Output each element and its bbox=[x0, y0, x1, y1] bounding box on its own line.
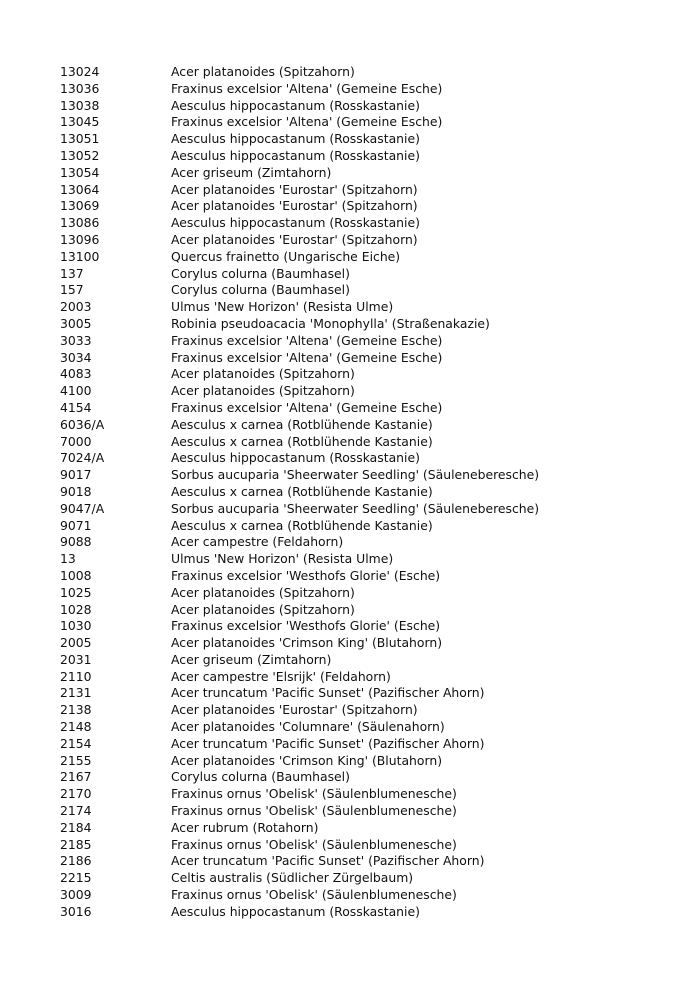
tree-id: 7024/A bbox=[60, 450, 105, 466]
tree-species: Corylus colurna (Baumhasel) bbox=[171, 265, 350, 281]
table-row bbox=[60, 467, 680, 484]
tree-species: Acer platanoides 'Columnare' (Säulenahorn) bbox=[171, 719, 445, 735]
tree-species: Acer rubrum (Rotahorn) bbox=[171, 819, 319, 835]
table-row bbox=[60, 652, 680, 669]
tree-id: 2185 bbox=[60, 836, 92, 852]
tree-id: 13045 bbox=[60, 114, 100, 130]
table-row bbox=[60, 602, 680, 619]
tree-species: Corylus colurna (Baumhasel) bbox=[171, 769, 350, 785]
table-row bbox=[60, 232, 680, 249]
tree-species: Acer platanoides 'Eurostar' (Spitzahorn) bbox=[171, 702, 418, 718]
tree-id: 9018 bbox=[60, 483, 92, 499]
tree-id: 2005 bbox=[60, 635, 92, 651]
table-row bbox=[60, 685, 680, 702]
tree-species: Aesculus x carnea (Rotblühende Kastanie) bbox=[171, 433, 433, 449]
tree-id: 4083 bbox=[60, 366, 92, 382]
table-row bbox=[60, 81, 680, 98]
tree-id: 13024 bbox=[60, 64, 100, 79]
tree-species: Sorbus aucuparia 'Sheerwater Seedling' (Säuleneberesche) bbox=[171, 500, 540, 516]
tree-id: 13036 bbox=[60, 80, 100, 96]
tree-id: 13086 bbox=[60, 215, 100, 231]
tree-id: 9017 bbox=[60, 467, 92, 483]
tree-id: 3034 bbox=[60, 349, 92, 365]
tree-species: Aesculus hippocastanum (Rosskastanie) bbox=[171, 450, 420, 466]
tree-id: 2155 bbox=[60, 752, 92, 768]
tree-id: 1028 bbox=[60, 601, 92, 617]
tree-id: 2131 bbox=[60, 685, 92, 701]
tree-species: Aesculus hippocastanum (Rosskastanie) bbox=[171, 215, 420, 231]
tree-list bbox=[60, 64, 680, 921]
tree-species: Aesculus x carnea (Rotblühende Kastanie) bbox=[171, 416, 433, 432]
tree-species: Fraxinus excelsior 'Altena' (Gemeine Esche) bbox=[171, 332, 443, 348]
tree-id: 4154 bbox=[60, 399, 92, 415]
tree-species: Acer griseum (Zimtahorn) bbox=[171, 651, 332, 667]
tree-species: Acer platanoides (Spitzahorn) bbox=[171, 366, 355, 382]
table-row bbox=[60, 282, 680, 299]
table-row bbox=[60, 131, 680, 148]
tree-id: 2110 bbox=[60, 668, 92, 684]
table-row bbox=[60, 299, 680, 316]
table-row bbox=[60, 803, 680, 820]
table-row bbox=[60, 501, 680, 518]
tree-species: Acer truncatum 'Pacific Sunset' (Pazifischer Ahorn) bbox=[171, 735, 485, 751]
tree-species: Sorbus aucuparia 'Sheerwater Seedling' (Säuleneberesche) bbox=[171, 467, 540, 483]
tree-species: Corylus colurna (Baumhasel) bbox=[171, 282, 350, 298]
tree-species: Fraxinus ornus 'Obelisk' (Säulenblumenesche) bbox=[171, 803, 457, 819]
table-row bbox=[60, 551, 680, 568]
table-row bbox=[60, 853, 680, 870]
tree-id: 2138 bbox=[60, 702, 92, 718]
tree-species: Fraxinus ornus 'Obelisk' (Säulenblumenesche) bbox=[171, 836, 457, 852]
tree-id: 3033 bbox=[60, 332, 92, 348]
table-row bbox=[60, 165, 680, 182]
tree-id: 2215 bbox=[60, 870, 92, 886]
tree-species: Aesculus x carnea (Rotblühende Kastanie) bbox=[171, 483, 433, 499]
tree-id: 1030 bbox=[60, 618, 92, 634]
tree-id: 6036/A bbox=[60, 416, 105, 432]
tree-species: Acer platanoides 'Crimson King' (Blutahorn) bbox=[171, 635, 443, 651]
table-row bbox=[60, 417, 680, 434]
tree-species: Quercus frainetto (Ungarische Eiche) bbox=[171, 248, 401, 264]
tree-species: Fraxinus excelsior 'Altena' (Gemeine Esche) bbox=[171, 80, 443, 96]
tree-id: 2174 bbox=[60, 803, 92, 819]
table-row bbox=[60, 148, 680, 165]
tree-species: Acer truncatum 'Pacific Sunset' (Pazifischer Ahorn) bbox=[171, 853, 485, 869]
tree-species: Fraxinus ornus 'Obelisk' (Säulenblumenesche) bbox=[171, 887, 457, 903]
tree-species: Fraxinus excelsior 'Altena' (Gemeine Esche) bbox=[171, 114, 443, 130]
tree-species: Acer platanoides (Spitzahorn) bbox=[171, 601, 355, 617]
tree-species: Celtis australis (Südlicher Zürgelbaum) bbox=[171, 870, 414, 886]
tree-id: 2031 bbox=[60, 651, 92, 667]
tree-id: 157 bbox=[60, 282, 84, 298]
table-row bbox=[60, 669, 680, 686]
tree-species: Acer platanoides (Spitzahorn) bbox=[171, 64, 355, 79]
tree-species: Fraxinus excelsior 'Altena' (Gemeine Esche) bbox=[171, 399, 443, 415]
tree-id: 13038 bbox=[60, 97, 100, 113]
table-row bbox=[60, 400, 680, 417]
tree-id: 2184 bbox=[60, 819, 92, 835]
table-row bbox=[60, 484, 680, 501]
table-row bbox=[60, 434, 680, 451]
table-row bbox=[60, 114, 680, 131]
tree-id: 2148 bbox=[60, 719, 92, 735]
table-row bbox=[60, 98, 680, 115]
tree-species: Acer campestre (Feldahorn) bbox=[171, 534, 344, 550]
tree-species: Aesculus hippocastanum (Rosskastanie) bbox=[171, 131, 420, 147]
tree-id: 13052 bbox=[60, 147, 100, 163]
tree-id: 13064 bbox=[60, 181, 100, 197]
tree-id: 13100 bbox=[60, 248, 100, 264]
tree-species: Acer platanoides (Spitzahorn) bbox=[171, 383, 355, 399]
tree-species: Fraxinus ornus 'Obelisk' (Säulenblumenesche) bbox=[171, 786, 457, 802]
table-row bbox=[60, 786, 680, 803]
table-row bbox=[60, 450, 680, 467]
table-row bbox=[60, 702, 680, 719]
table-row bbox=[60, 904, 680, 921]
tree-species: Acer platanoides 'Crimson King' (Blutahorn) bbox=[171, 752, 443, 768]
table-row bbox=[60, 266, 680, 283]
tree-id: 2167 bbox=[60, 769, 92, 785]
tree-id: 2154 bbox=[60, 735, 92, 751]
table-row bbox=[60, 618, 680, 635]
table-row bbox=[60, 820, 680, 837]
table-row bbox=[60, 736, 680, 753]
tree-id: 13096 bbox=[60, 231, 100, 247]
tree-species: Acer griseum (Zimtahorn) bbox=[171, 164, 332, 180]
tree-id: 9071 bbox=[60, 517, 92, 533]
tree-id: 4100 bbox=[60, 383, 92, 399]
tree-id: 3009 bbox=[60, 887, 92, 903]
tree-species: Acer platanoides (Spitzahorn) bbox=[171, 584, 355, 600]
tree-species: Fraxinus excelsior 'Westhofs Glorie' (Esche) bbox=[171, 567, 441, 583]
table-row bbox=[60, 534, 680, 551]
tree-id: 9047/A bbox=[60, 500, 105, 516]
tree-id: 13054 bbox=[60, 164, 100, 180]
tree-species: Acer campestre 'Elsrijk' (Feldahorn) bbox=[171, 668, 391, 684]
table-row bbox=[60, 333, 680, 350]
tree-id: 137 bbox=[60, 265, 84, 281]
table-row bbox=[60, 870, 680, 887]
tree-id: 2170 bbox=[60, 786, 92, 802]
tree-id: 13 bbox=[60, 551, 76, 567]
tree-species: Fraxinus excelsior 'Altena' (Gemeine Esche) bbox=[171, 349, 443, 365]
table-row bbox=[60, 215, 680, 232]
tree-id: 9088 bbox=[60, 534, 92, 550]
tree-species: Aesculus hippocastanum (Rosskastanie) bbox=[171, 903, 420, 919]
tree-species: Robinia pseudoacacia 'Monophylla' (Straßenakazie) bbox=[171, 315, 490, 331]
table-row bbox=[60, 769, 680, 786]
table-row bbox=[60, 753, 680, 770]
tree-id: 2186 bbox=[60, 853, 92, 869]
tree-species: Aesculus hippocastanum (Rosskastanie) bbox=[171, 147, 420, 163]
table-row bbox=[60, 249, 680, 266]
tree-species: Aesculus x carnea (Rotblühende Kastanie) bbox=[171, 517, 433, 533]
table-row bbox=[60, 568, 680, 585]
tree-id: 3016 bbox=[60, 903, 92, 919]
table-row bbox=[60, 719, 680, 736]
tree-id: 2003 bbox=[60, 299, 92, 315]
tree-species: Ulmus 'New Horizon' (Resista Ulme) bbox=[171, 551, 394, 567]
table-row bbox=[60, 64, 680, 81]
tree-species: Ulmus 'New Horizon' (Resista Ulme) bbox=[171, 299, 394, 315]
tree-id: 1008 bbox=[60, 567, 92, 583]
table-row bbox=[60, 837, 680, 854]
tree-id: 13051 bbox=[60, 131, 100, 147]
table-row bbox=[60, 635, 680, 652]
tree-id: 7000 bbox=[60, 433, 92, 449]
tree-species: Acer platanoides 'Eurostar' (Spitzahorn) bbox=[171, 198, 418, 214]
tree-id: 13069 bbox=[60, 198, 100, 214]
tree-species: Aesculus hippocastanum (Rosskastanie) bbox=[171, 97, 420, 113]
tree-species: Acer platanoides 'Eurostar' (Spitzahorn) bbox=[171, 181, 418, 197]
table-row bbox=[60, 383, 680, 400]
tree-species: Acer platanoides 'Eurostar' (Spitzahorn) bbox=[171, 231, 418, 247]
table-row bbox=[60, 182, 680, 199]
table-row bbox=[60, 198, 680, 215]
table-row bbox=[60, 518, 680, 535]
tree-species: Acer truncatum 'Pacific Sunset' (Pazifischer Ahorn) bbox=[171, 685, 485, 701]
table-row bbox=[60, 350, 680, 367]
tree-id: 1025 bbox=[60, 584, 92, 600]
tree-species: Fraxinus excelsior 'Westhofs Glorie' (Esche) bbox=[171, 618, 441, 634]
tree-id: 3005 bbox=[60, 315, 92, 331]
table-row bbox=[60, 366, 680, 383]
table-row bbox=[60, 585, 680, 602]
table-row bbox=[60, 316, 680, 333]
table-row bbox=[60, 887, 680, 904]
